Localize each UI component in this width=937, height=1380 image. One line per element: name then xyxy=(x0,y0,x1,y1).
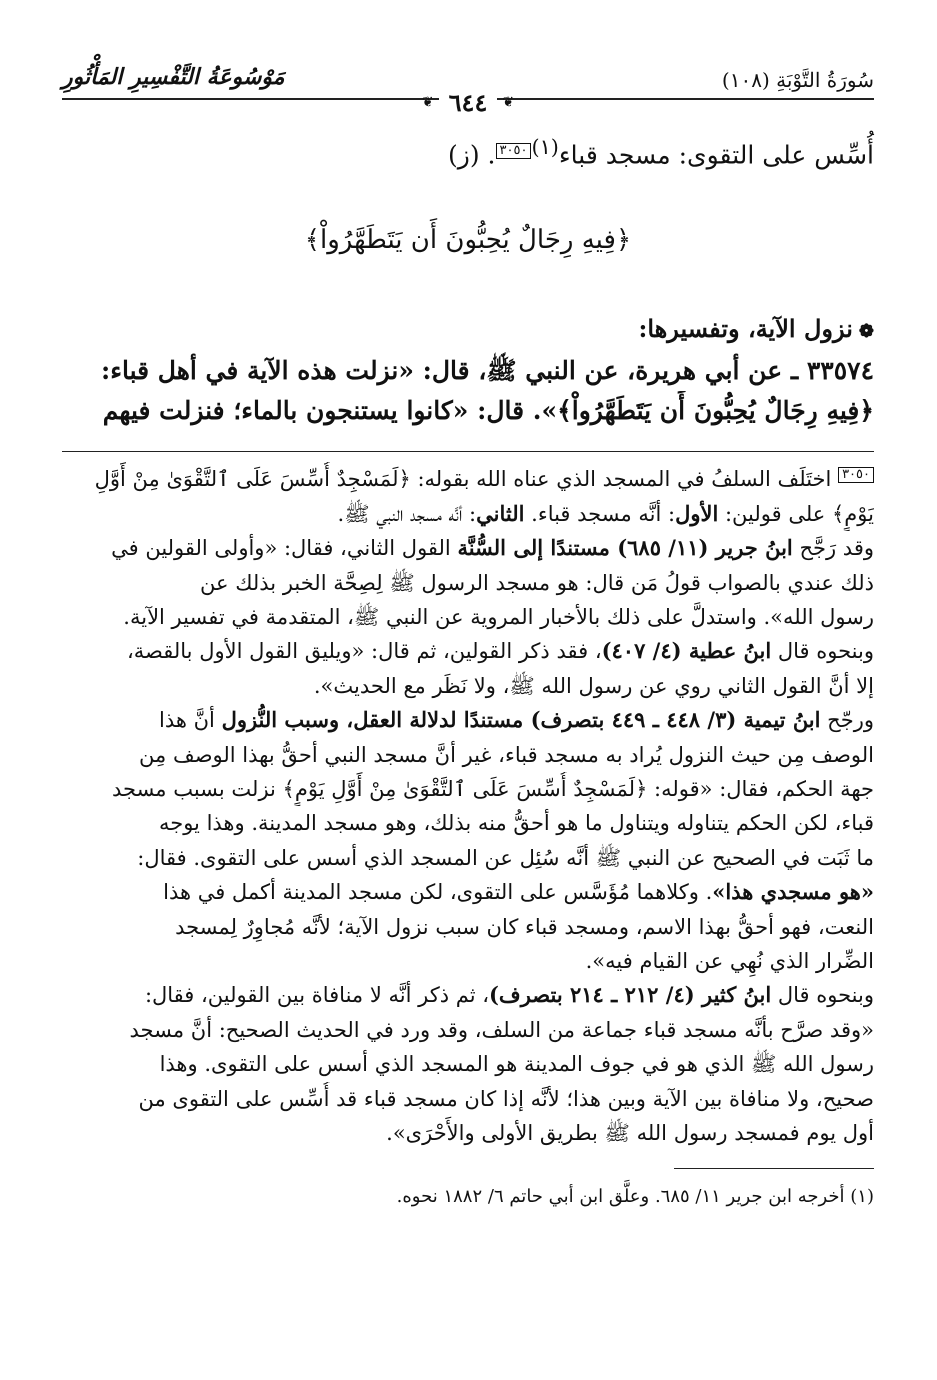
commentary-line: «وقد صرَّح بأنَّه مسجد قباء جماعة من السلف، وقد ورد في الحديث الصحيح: أنَّ مسجد xyxy=(129,1017,874,1042)
commentary-text: ، ثم ذكر أنَّه لا منافاة بين القولين، فقال: xyxy=(144,983,489,1008)
commentary-text: وبنحوه قال xyxy=(771,983,874,1008)
intro-line xyxy=(62,128,874,174)
commentary-bold: ابنُ جرير (١١/ ٦٨٥) مستندًا إلى السُّنَّة xyxy=(457,535,793,561)
commentary-text: . وكلاهما مُؤَسَّس على التقوى، لكن مسجد المدينة أكمل في هذا xyxy=(163,880,713,905)
commentary-text: أنَّ هذا xyxy=(159,708,222,733)
intro-tail: . (ز) xyxy=(448,140,496,170)
commentary-block xyxy=(62,462,874,1150)
commentary-bold: ابنُ كثير (٤/ ٢١٢ ـ ٢١٤ بتصرف) xyxy=(489,982,772,1008)
commentary-bold: «هو مسجدي هذا» xyxy=(712,879,874,905)
commentary-line xyxy=(62,875,874,909)
commentary-text: يَوْمٍ﴾ على قولين: xyxy=(718,501,874,526)
note-number-box: ٣٠٥٠ xyxy=(838,467,874,483)
commentary-text: اختَلَف السلفُ في المسجد الذي عناه الله بقوله: ﴿لَمَسْجِدٌ أُسِّسَ عَلَى ٱلتَّقْوَىٰ مِنْ أَوَّلِ xyxy=(94,467,832,492)
intro-text: أُسِّس على التقوى: مسجد قباء xyxy=(558,140,874,170)
commentary-line: إلا أنَّ القول الثاني روي عن رسول الله ﷺ، ولا نَظَر مع الحديث». xyxy=(313,673,874,698)
commentary-line xyxy=(62,497,874,531)
page-number: ٦٤٤ xyxy=(439,88,498,117)
commentary-line: النعت، فهو أحقُّ بهذا الاسم، ومسجد قباء كان سبب نزول الآية؛ لأنَّه مُجاوِرٌ لِمسجد xyxy=(175,914,874,939)
hadith-block xyxy=(62,351,874,431)
commentary-bold: ابنُ تيمية (٣/ ٤٤٨ ـ ٤٤٩ بتصرف) مستندًا لدلالة العقل، وسبب النُّزول xyxy=(221,707,821,733)
hadith-line: ﴿فِيهِ رِجَالٌ يُحِبُّونَ أَن يَتَطَهَّرُواْ﴾». قال: «كانوا يستنجون بالماء؛ فنزلت فيهم xyxy=(102,396,874,426)
section-divider xyxy=(62,451,874,452)
commentary-line xyxy=(62,703,874,737)
section-title-text: نزول الآية، وتفسيرها: xyxy=(638,314,853,344)
commentary-bold: الأول xyxy=(675,500,719,526)
commentary-line: قباء، لكن الحكم يتناوله ويتناول ما هو أحقُّ منه بذلك، وهو مسجد المدينة. وهذا يوجه xyxy=(158,811,874,836)
commentary-line: ذلك عندي بالصواب قولُ مَن قال: هو مسجد الرسول ﷺ لِصِحَّة الخبر بذلك عن xyxy=(200,570,874,595)
commentary-line: الوصف مِن حيث النزول يُراد به مسجد قباء، غير أنَّ مسجد النبي أحقُّ بهذا الوصف مِن xyxy=(139,742,874,767)
commentary-text: وقد رَجَّح xyxy=(792,536,874,561)
commentary-bold: الثاني xyxy=(476,500,525,526)
commentary-text: : أنَّه مسجد قباء. xyxy=(524,501,676,526)
surah-title: سُورَةُ التَّوْبَةِ (١٠٨) xyxy=(721,68,874,92)
verse-heading: ﴿فِيهِ رِجَالٌ يُحِبُّونَ أَن يَتَطَهَّرُواْ﴾ xyxy=(304,225,632,256)
commentary-line: الضِّرار الذي نُهِي عن القيام فيه». xyxy=(585,949,874,974)
footnote-ref: (١) xyxy=(531,135,559,159)
commentary-line xyxy=(62,531,874,565)
footnote: (١) أخرجه ابن جرير ١١/ ٦٨٥. وعلَّق ابن أبي حاتم ٦/ ١٨٨٢ نحوه. xyxy=(396,1186,874,1208)
commentary-line xyxy=(62,462,874,496)
ornament-icon: ❦ xyxy=(421,94,434,111)
commentary-bold: ابنُ عطية (٤/ ٤٠٧) xyxy=(601,638,772,664)
note-ref-box: ٣٠٥٠ xyxy=(496,143,532,159)
commentary-line xyxy=(62,978,874,1012)
footnote-divider xyxy=(674,1168,874,1169)
ornament-icon: ❦ xyxy=(502,94,515,111)
commentary-text: القول الثاني، فقال: «وأولى القولين في xyxy=(111,536,458,561)
commentary-line: ما ثَبَت في الصحيح عن النبي ﷺ أنَّه سُئِل عن المسجد الذي أسس على التقوى. فقال: xyxy=(137,845,874,870)
commentary-text: ، فقد ذكر القولين، ثم قال: «ويليق القول الأول بالقصة، xyxy=(127,639,602,664)
section-title xyxy=(62,310,874,351)
commentary-line: أول يوم فمسجد رسول الله ﷺ بطريق الأولى والأَحْرَى». xyxy=(386,1121,874,1146)
commentary-text: ورجّح xyxy=(820,708,874,733)
commentary-line: صحيح، ولا منافاة بين الآية وبين هذا؛ لأنَّه إذا كان مسجد قباء قد أُسِّس على التقوى من xyxy=(138,1086,874,1111)
flower-icon: ❁ xyxy=(858,321,874,343)
page-number-row xyxy=(62,88,874,116)
commentary-line xyxy=(62,634,874,668)
commentary-text: وبنحوه قال xyxy=(771,639,874,664)
book-page xyxy=(62,58,874,1338)
commentary-line: رسول الله ﷺ الذي هو في جوف المدينة هو المسجد الذي أسس على التقوى. وهذا xyxy=(159,1052,874,1077)
hadith-line: ٣٣٥٧٤ ـ عن أبي هريرة، عن النبي ﷺ، قال: «نزلت هذه الآية في أهل قباء: xyxy=(100,356,874,386)
commentary-line: رسول الله». واستدلَّ على ذلك بالأخبار المروية عن النبي ﷺ، المتقدمة في تفسير الآية. xyxy=(123,604,874,629)
commentary-line: جهة الحكم، فقال: «قوله: ﴿لَمَسْجِدٌ أُسِّسَ عَلَى ٱلتَّقْوَىٰ مِنْ أَوَّلِ يَوْمٍ﴾ نزلت بسبب مسجد xyxy=(111,776,874,801)
book-title: مَوْسُوعَةُ التَّفْسِيرِ المَأْثُورِ xyxy=(62,64,285,90)
commentary-text: : أنَّه مسجد النبي ﷺ. xyxy=(337,501,477,526)
